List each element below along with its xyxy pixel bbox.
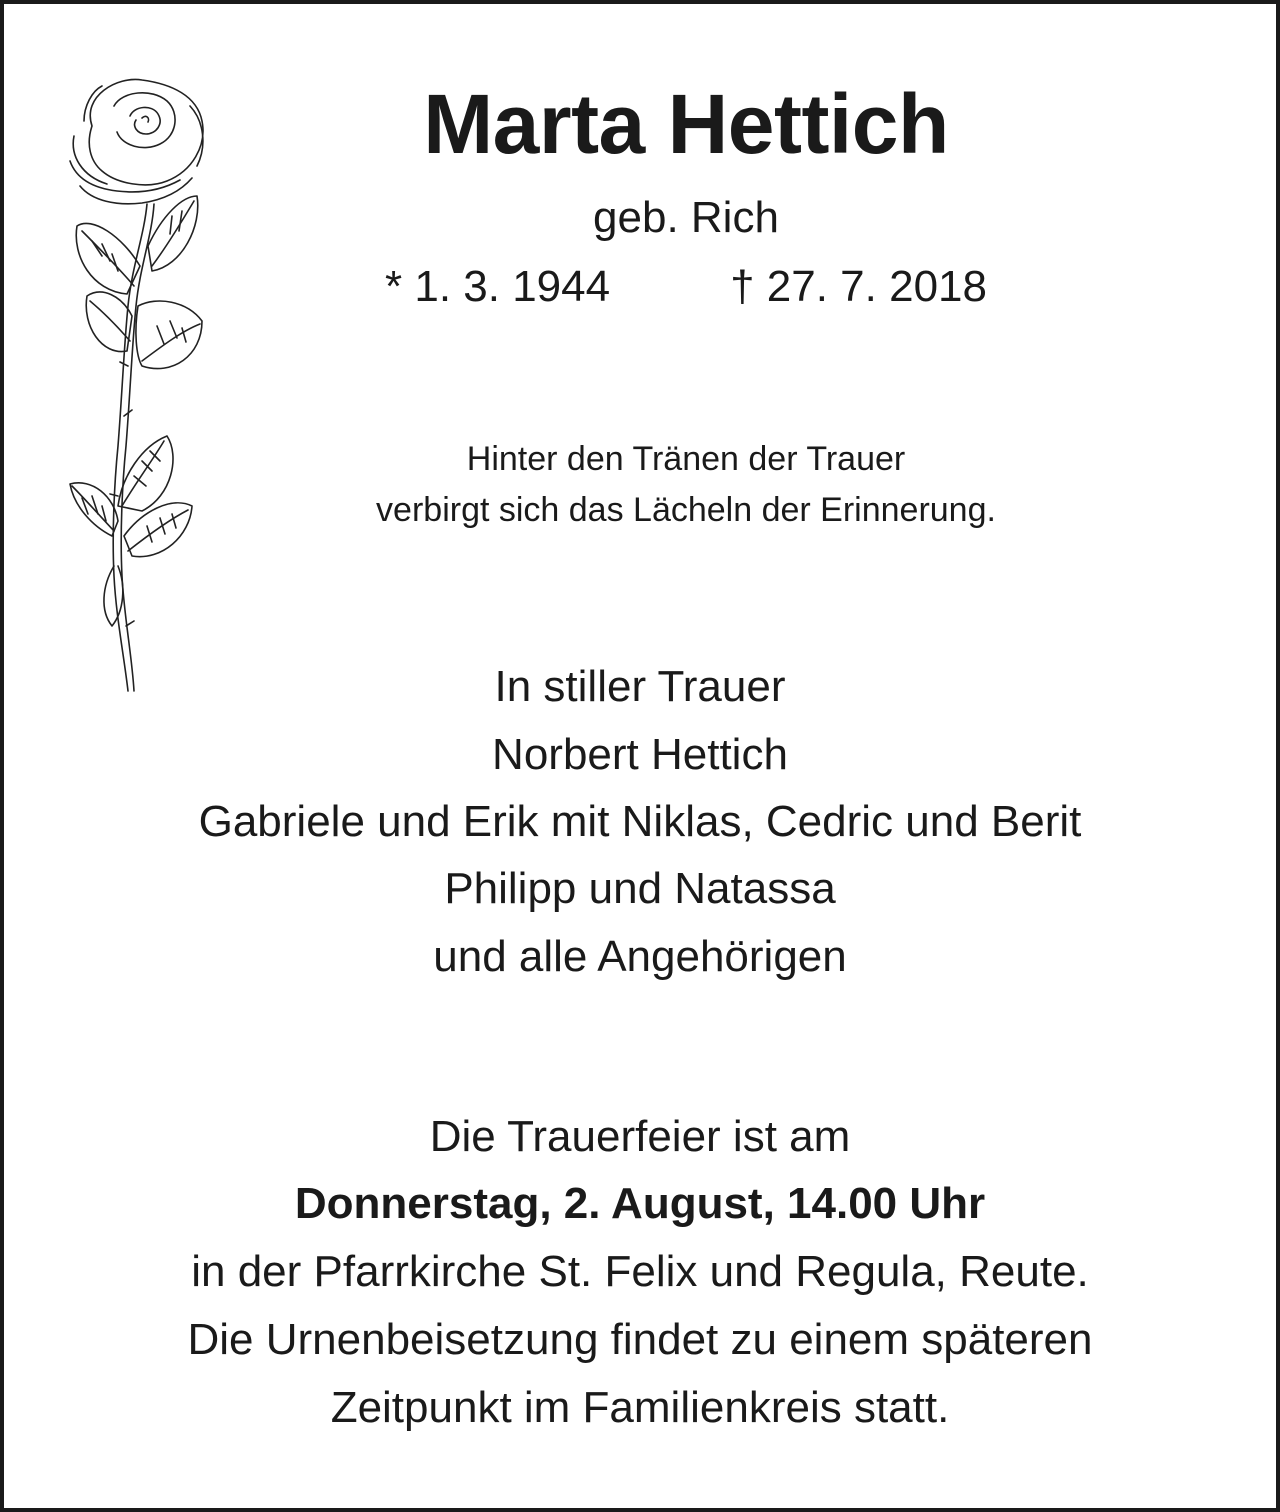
mourners-heading: In stiller Trauer <box>494 662 786 711</box>
mourner-line: und alle Angehörigen <box>433 932 847 981</box>
maiden-name: geb. Rich <box>593 193 779 242</box>
burial-info: Die Urnenbeisetzung findet zu einem späteren <box>187 1315 1093 1364</box>
birth-date: * 1. 3. 1944 <box>385 262 611 311</box>
deceased-name: Marta Hettich <box>423 77 949 171</box>
service-date: Donnerstag, 2. August, 14.00 Uhr <box>294 1179 986 1228</box>
quote-line: Hinter den Tränen der Trauer <box>466 440 906 478</box>
mourner-line: Norbert Hettich <box>492 730 788 779</box>
death-date: † 27. 7. 2018 <box>730 262 987 311</box>
mourner-line: Gabriele und Erik mit Niklas, Cedric und Berit <box>198 797 1082 846</box>
mourner-line: Philipp und Natassa <box>444 864 836 913</box>
quote-line: verbirgt sich das Lächeln der Erinnerung. <box>376 491 996 529</box>
service-intro: Die Trauerfeier ist am <box>429 1112 851 1161</box>
life-dates <box>46 262 1280 313</box>
burial-info: Zeitpunkt im Familienkreis statt. <box>330 1383 950 1432</box>
service-location: in der Pfarrkirche St. Felix und Regula, Reute. <box>191 1247 1089 1296</box>
